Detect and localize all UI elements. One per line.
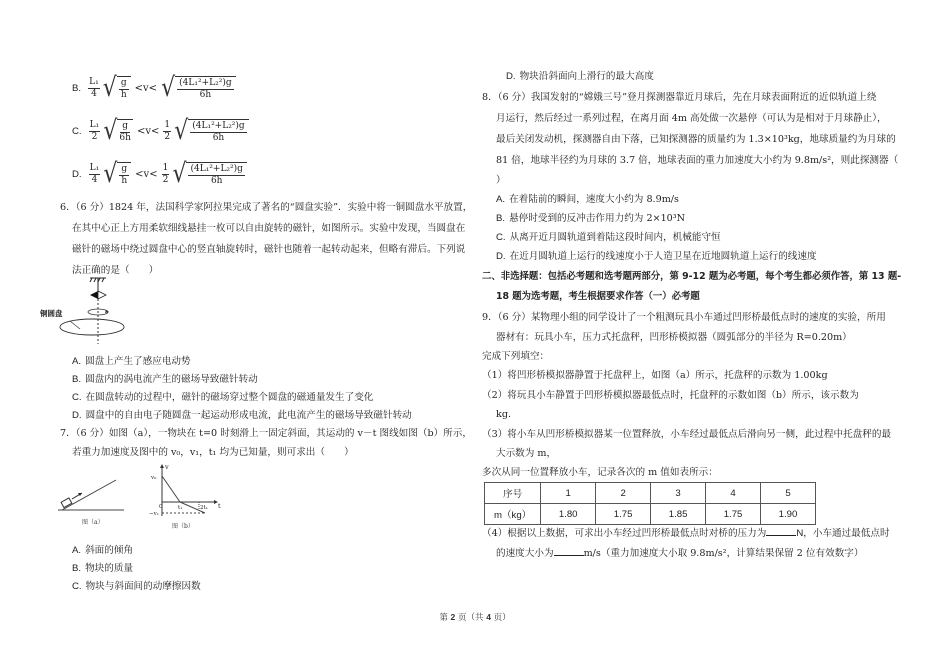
pressure-answer-blank[interactable] xyxy=(766,525,796,536)
q7-stem-line: 7．（6 分）如图（a），一物块在 t=0 时刻滑上一固定斜面，其运动的 v－t 图线如图（b）所示， xyxy=(60,428,472,439)
q9-part2-unit: kg. xyxy=(496,409,512,420)
q8-stem-line: 8．（6 分）我国发射的“嫦娥三号”登月探测器靠近月球后，先在月球表面附近的近似轨道上绕 xyxy=(482,92,877,103)
copper-disk-label: 铜圆盘 xyxy=(40,309,63,318)
q5-option-c: C. $\frac{\text{L₁}}{2}$ √ g 6h <v< $\frac{1}{2}$ √ (4L₁²+L₂²)g 6h xyxy=(72,119,249,144)
q8-stem-line: 月运行，然后经过一系列过程，在离月面 4m 高处做一次悬停（可认为是相对于月球静止）， xyxy=(496,113,887,124)
svg-text:0: 0 xyxy=(159,504,163,510)
svg-text:−v₁: −v₁ xyxy=(149,511,159,517)
q8-stem-line: ） xyxy=(496,175,506,186)
q7-option-c[interactable]: C. 物块与斜面间的动摩擦因数 xyxy=(72,581,201,592)
q8-stem-line: 最后关闭发动机，探测器自由下落，已知探测器的质量约为 1.3×10³kg，地球质量约为月球的 xyxy=(496,134,896,145)
speed-answer-blank[interactable] xyxy=(554,545,584,556)
copper-disk-figure xyxy=(40,274,140,344)
q7-option-b[interactable]: B. 物块的质量 xyxy=(72,563,134,574)
q7-option-a[interactable]: A. 斜面的倾角 xyxy=(72,545,134,556)
q9-stem-line: 9．（6 分）某物理小组的同学设计了一个粗测玩具小车通过凹形桥最低点时的速度的实验，所用 xyxy=(482,312,886,323)
q9-part4-line2: 的速度大小为 m/s（重力加速度大小取 9.8m/s²，计算结果保留 2 位有效数字） xyxy=(496,545,864,561)
q6-stem-line: 法正确的是（ ） xyxy=(72,265,159,276)
table-row: m（kg） 1.80 1.75 1.85 1.75 1.90 xyxy=(485,504,816,525)
q5-option-d: D. $\frac{\text{L₁}}{4}$ √ g h <v< $\frac{1}{2}$ √ (4L₁²+L₂²)g 6h xyxy=(72,162,247,187)
figure-a-caption: 图（a） xyxy=(82,519,104,526)
q6-option-a[interactable]: A. 圆盘上产生了感应电动势 xyxy=(72,356,191,367)
svg-text:t: t xyxy=(218,502,221,510)
m-values-table xyxy=(484,482,816,525)
svg-text:v₀: v₀ xyxy=(151,475,157,481)
q9-part1: （1）将凹形桥模拟器静置于托盘秤上，如图（a）所示，托盘秤的示数为 1.00kg xyxy=(482,370,828,381)
table-header-row: 序号 1 2 3 4 5 xyxy=(485,483,816,504)
q6-option-c[interactable]: C. 在圆盘转动的过程中，磁针的磁场穿过整个圆盘的磁通量发生了变化 xyxy=(72,392,374,403)
q6-stem-line: 6．（6 分）1824 年，法国科学家阿拉果完成了著名的“圆盘实验”．实验中将一铜圆盘水平放置， xyxy=(60,202,473,213)
q8-stem-line: 81 倍，地球半径约为月球的 3.7 倍，地球表面的重力加速度大小约为 9.8m/s²，则此探测器（ xyxy=(496,155,899,166)
q9-part3: （3）将小车从凹形桥模拟器某一位置释放，小车经过最低点后滑向另一侧，此过程中托盘秤的最 xyxy=(482,429,892,440)
svg-text:t₁: t₁ xyxy=(178,505,183,511)
q9-table-intro: 多次从同一位置释放小车，记录各次的 m 值如表所示： xyxy=(482,467,718,478)
q6-option-d[interactable]: D. 圆盘中的自由电子随圆盘一起运动形成电流，此电流产生的磁场导致磁针转动 xyxy=(72,410,412,421)
svg-text:v: v xyxy=(165,463,169,471)
q7-option-d[interactable]: D. 物块沿斜面向上滑行的最大高度 xyxy=(506,71,654,82)
q8-option-a[interactable]: A. 在着陆前的瞬间，速度大小约为 8.9m/s xyxy=(496,194,679,205)
incline-figure-a xyxy=(58,470,138,528)
q8-option-c[interactable]: C. 从离开近月圆轨道到着陆这段时间内，机械能守恒 xyxy=(496,232,721,243)
vt-graph-figure-b xyxy=(148,462,228,534)
page-total: 4 xyxy=(486,612,491,622)
q8-option-b[interactable]: B. 悬停时受到的反冲击作用力约为 2×10³N xyxy=(496,213,686,224)
q9-part3-cont: 大示数为 m， xyxy=(496,448,557,459)
q9-stem-line: 完成下列填空： xyxy=(482,351,550,362)
q6-option-b[interactable]: B. 圆盘内的涡电流产生的磁场导致磁针转动 xyxy=(72,374,258,385)
q9-stem-line: 器材有：玩具小车，压力式托盘秤，凹形桥模拟器（圆弧部分的半径为 R=0.20m） xyxy=(496,332,852,343)
q6-stem-line: 在其中心正上方用柔软细线悬挂一枚可以自由旋转的磁针，如图所示。实验中发现，当圆盘在 xyxy=(72,223,466,234)
q8-option-d[interactable]: D. 在近月圆轨道上运行的线速度小于人造卫星在近地圆轨道上运行的线速度 xyxy=(496,251,817,262)
q9-part2: （2）将玩具小车静置于凹形桥模拟器最低点时，托盘秤的示数如图（b）所示，该示数为 xyxy=(482,390,859,401)
q7-stem-line: 若重力加速度及图中的 v₀，v₁，t₁ 均为已知量，则可求出（ ） xyxy=(72,447,354,458)
page-footer: 第 2 页（共 4 页） xyxy=(439,612,511,623)
q5-option-b: B. $\frac{\text{L₁}}{4}$ √ g h <v< √ (4L₁²+L₂²)g 6h xyxy=(72,76,236,101)
page-number: 2 xyxy=(450,612,456,622)
svg-text:2t₁: 2t₁ xyxy=(200,505,208,511)
q6-stem-line: 磁针的磁场中绕过圆盘中心的竖直轴旋转时，磁针也随着一起转动起来，但略有滞后。下列说 xyxy=(72,244,466,255)
figure-b-caption: 图（b） xyxy=(172,523,194,530)
q9-part4-line1: （4）根据以上数据，可求出小车经过凹形桥最低点时对桥的压力为 N，小车通过最低点时 xyxy=(482,525,890,541)
